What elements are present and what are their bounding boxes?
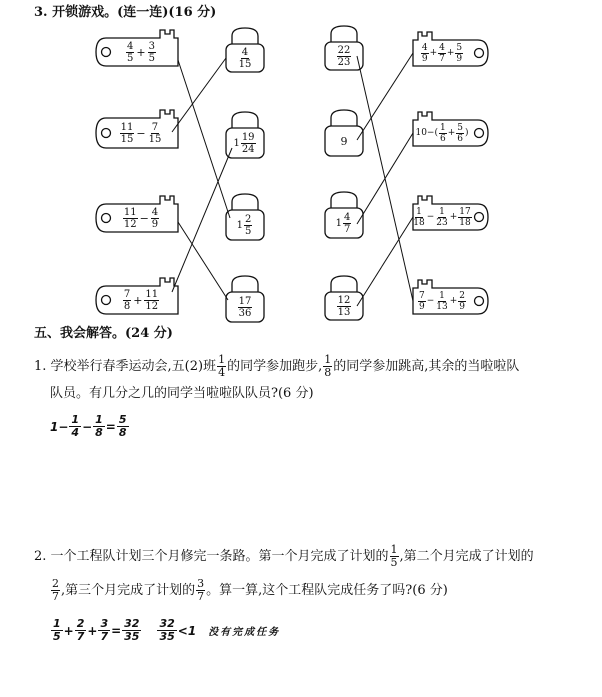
connection-lines xyxy=(172,53,413,306)
fraction: $\frac{4}{9}$ xyxy=(421,42,428,64)
right-lock-value-4: $\frac{12}{13}$ xyxy=(337,294,351,318)
p2-conclusion: 没有完成任务 xyxy=(208,627,281,638)
p2-line2: $\frac{2}{7}$ ,第三个月完成了计划的 $\frac{3}{7}$ 。算一算,这个工程队完成任务了吗?(6 分) xyxy=(52,577,448,603)
fraction: $\frac{2}{9}$ xyxy=(459,290,465,312)
lock-game-diagram xyxy=(0,0,602,330)
operator: + xyxy=(449,212,458,222)
operator: ) xyxy=(465,128,469,138)
fraction: $\frac{1}{18}$ xyxy=(413,206,425,228)
fraction: $\frac{1}{6}$ xyxy=(439,122,446,144)
p1-line2: 队员。有几分之几的同学当啦啦队队员?(6 分) xyxy=(50,386,314,401)
left-key-expr-1: $\frac{4}{5}$ + $\frac{3}{5}$ xyxy=(127,40,155,64)
left-lock-value-4: $\frac{17}{36}$ xyxy=(238,295,252,319)
operator: + xyxy=(447,128,456,138)
operator: + xyxy=(429,48,438,58)
left-key-expr-2: $\frac{11}{15}$ − $\frac{7}{15}$ xyxy=(120,121,162,145)
right-key-expr-4 xyxy=(414,288,470,314)
left-lock-value-2: 1 $\frac{19}{24}$ xyxy=(233,131,255,155)
operator: 10−( xyxy=(415,128,438,138)
fraction: $\frac{17}{18}$ xyxy=(459,206,471,228)
fraction: $\frac{1}{13}$ xyxy=(436,290,448,312)
right-key-expr-3 xyxy=(414,204,470,230)
right-lock-value-3: 1 $\frac{4}{7}$ xyxy=(335,211,351,235)
fraction: $\frac{5}{6}$ xyxy=(457,122,463,144)
p1-line1: 1. 学校举行春季运动会,五(2)班 $\frac{1}{4}$ 的同学参加跑步, $\frac{1}{8}$ 的同学参加跳高,其余的当啦啦队 xyxy=(34,353,520,379)
right-key-expr-2 xyxy=(414,120,470,146)
operator: + xyxy=(446,48,455,58)
q3-title: 3. 开锁游戏。(连一连)(16 分) xyxy=(34,5,217,20)
left-lock-value-1: $\frac{4}{15}$ xyxy=(238,46,252,70)
operator: − xyxy=(426,212,435,222)
p2-answer: $\frac{1}{5}$ + $\frac{2}{7}$ + $\frac{3}{7}$ = $\frac{32}{35}$ $\frac{32}{35}$ <1 没有完成任务 xyxy=(53,617,281,643)
fraction: $\frac{5}{9}$ xyxy=(456,42,463,64)
right-lock-value-2: 9 xyxy=(340,134,348,148)
left-key-expr-3: $\frac{11}{12}$ − $\frac{4}{9}$ xyxy=(123,206,159,230)
right-lock-value-1: $\frac{22}{23}$ xyxy=(337,44,351,68)
operator: + xyxy=(449,296,458,306)
left-lock-value-3: 1 $\frac{2}{5}$ xyxy=(236,213,252,237)
right-key-expr-1 xyxy=(414,40,470,66)
p2-line1: 2. 一个工程队计划三个月修完一条路。第一个月完成了计划的 $\frac{1}{5}$ ,第二个月完成了计划的 xyxy=(34,543,534,569)
p1-answer: 1− $\frac{1}{4}$ − $\frac{1}{8}$ = $\frac{5}{8}$ xyxy=(50,413,127,439)
fraction: $\frac{7}{9}$ xyxy=(418,290,425,312)
section5-title: 五、我会解答。(24 分) xyxy=(34,326,173,341)
fraction: $\frac{4}{7}$ xyxy=(439,42,445,64)
fraction: $\frac{1}{23}$ xyxy=(436,206,448,228)
left-key-expr-4: $\frac{7}{8}$ + $\frac{11}{12}$ xyxy=(123,288,159,312)
operator: − xyxy=(426,296,435,306)
